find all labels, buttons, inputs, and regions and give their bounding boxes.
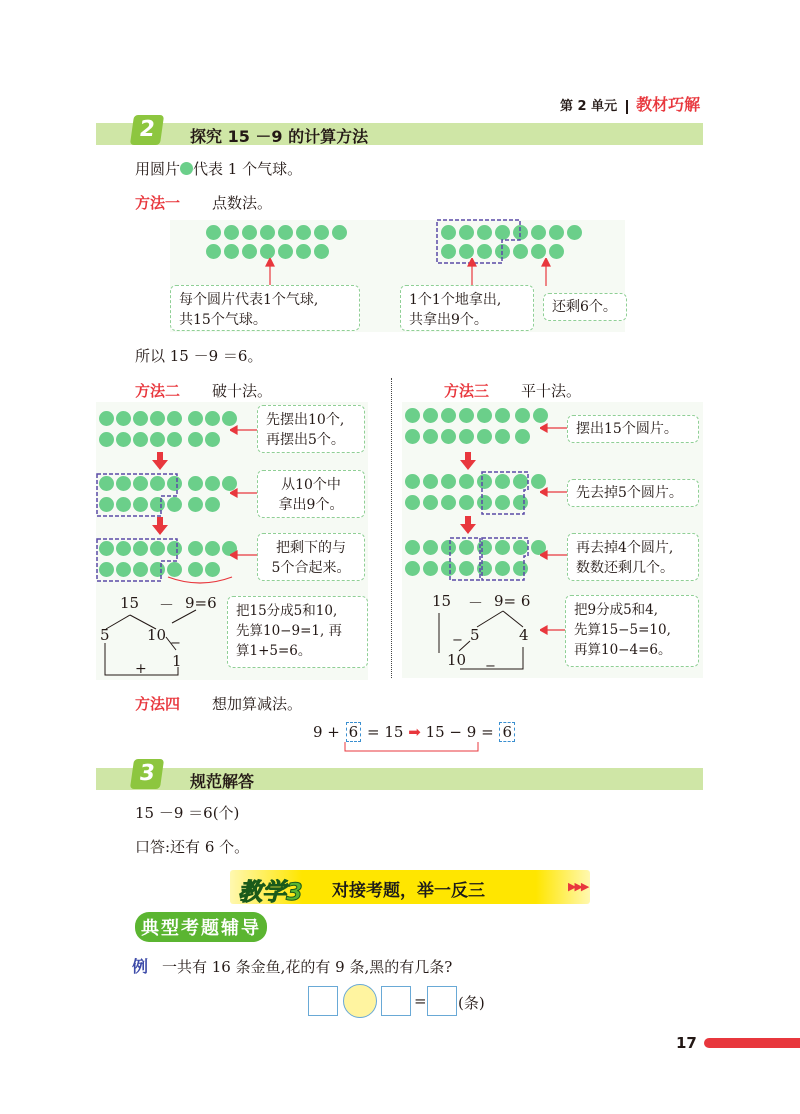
method3-row1-ten: [405, 408, 510, 444]
method4-equation: 9 + 6 = 15 ➡ 15 − 9 = 6: [313, 722, 516, 744]
methods-divider: [391, 378, 392, 678]
method3-row3-brackets: [448, 536, 548, 584]
eq-box-2: 6: [499, 722, 515, 742]
section-badge-3: 3: [130, 759, 164, 789]
eq-box-1: 6: [346, 722, 362, 742]
method1-label: 方法一: [135, 194, 181, 212]
method3-tree-right: 4: [519, 626, 529, 644]
method4-desc: 想加算减法。: [212, 695, 303, 713]
method3-tree-lines: [425, 605, 545, 677]
method1-note-right: 还剩6个。: [543, 293, 627, 321]
example-question: 一共有 16 条金鱼,花的有 9 条,黑的有几条?: [162, 958, 453, 976]
header-divider: [626, 100, 628, 114]
answer-equation: 15 －9 ＝6(个): [135, 804, 240, 822]
method2-label: 方法二: [135, 382, 181, 400]
method2-tree-plus: +: [135, 661, 147, 677]
method2-row1-ten: [99, 411, 182, 447]
method2-tree-top-9: 9=6: [185, 594, 217, 612]
method2-tree-top-minus: －: [159, 596, 175, 614]
teach-banner-tag: 教学3: [238, 878, 303, 906]
method3-down-arrows: [458, 450, 478, 540]
right-arrow-icon: ➡: [408, 723, 421, 741]
method2-tree-lines: [96, 605, 226, 680]
method3-note-2: 先去掉5个圆片。: [567, 479, 699, 507]
answer-box-3[interactable]: [427, 986, 457, 1016]
section-badge-2: 2: [130, 115, 164, 145]
section-title-3: 规范解答: [190, 772, 255, 791]
method3-note-1: 摆出15个圆片。: [567, 415, 699, 443]
answer-box-2[interactable]: [381, 986, 411, 1016]
method2-note-2: 从10个中 拿出9个。: [257, 470, 365, 518]
method2-desc: 破十法。: [212, 382, 273, 400]
method3-label: 方法三: [444, 382, 490, 400]
method3-tree-top-15: 15: [432, 592, 452, 610]
header: [560, 92, 700, 112]
section-bar-2: [96, 123, 703, 145]
method3-tree-minus2: −: [485, 659, 496, 674]
method3-note-3: 再去掉4个圆片, 数数还剩几个。: [567, 533, 699, 581]
method3-note-4: 把9分成5和4, 先算15−5=10, 再算10−4=6。: [565, 595, 699, 667]
method1-note-left: 每个圆片代表1个气球, 共15个气球。: [170, 285, 360, 331]
method2-tree-left: 5: [100, 626, 110, 644]
banner-arrows-icon: ▶▶▶: [568, 880, 588, 893]
answer-oral: 口答:还有 6 个。: [135, 838, 250, 856]
method2-note-3: 把剩下的与 5个合起来。: [257, 533, 365, 581]
section-bar-3: [96, 768, 703, 790]
example-unit: (条): [458, 994, 485, 1012]
conclusion: 所以 15 －9 ＝6。: [135, 347, 263, 365]
operator-circle[interactable]: [343, 984, 377, 1018]
method2-note-1: 先摆出10个, 再摆出5个。: [257, 405, 365, 453]
answer-box-1[interactable]: [308, 986, 338, 1016]
method2-tree-right: 10: [147, 626, 167, 644]
intro-line: 用圆片 代表 1 个气球。: [135, 160, 303, 178]
method3-tree-top-minus: －: [468, 594, 484, 612]
page-bar: [704, 1038, 800, 1048]
page-number: 17: [676, 1034, 697, 1052]
method4-label: 方法四: [135, 695, 181, 713]
example-equals: =: [414, 992, 427, 1010]
method3-tree-minus1: −: [452, 633, 463, 648]
method3-tree-left: 5: [470, 626, 480, 644]
method1-note-mid: 1个1个地拿出, 共拿出9个。: [400, 285, 534, 331]
method2-tree-result: 1: [172, 652, 182, 670]
typical-title: 典型考题辅导: [135, 912, 267, 942]
method1-arrows: [170, 258, 620, 288]
method1-dots-left: [206, 225, 347, 259]
method1-desc: 点数法。: [212, 194, 273, 212]
header-section: 教材巧解: [636, 95, 701, 114]
method2-tree-top-15: 15: [120, 594, 140, 612]
method4-link-line: [340, 742, 490, 756]
example-label: 例: [132, 957, 149, 976]
disc-icon: [180, 162, 193, 175]
method2-row2-bracket: [95, 472, 185, 520]
method2-note-4: 把15分成5和10, 先算10−9=1, 再 算1+5=6。: [227, 596, 368, 668]
unit-label: 第 2 单元: [560, 99, 618, 114]
method2-tree-minus: −: [170, 636, 181, 651]
method3-tree-bottom: 10: [447, 651, 467, 669]
method2-down-arrows: [150, 450, 170, 540]
teach-banner-text: 对接考题，举一反三: [332, 881, 485, 901]
section-title-2: 探究 15 －9 的计算方法: [190, 127, 369, 146]
method3-desc: 平十法。: [521, 382, 582, 400]
method2-combine-arc: [160, 575, 240, 589]
method3-tree-top-9: 9= 6: [494, 592, 531, 610]
